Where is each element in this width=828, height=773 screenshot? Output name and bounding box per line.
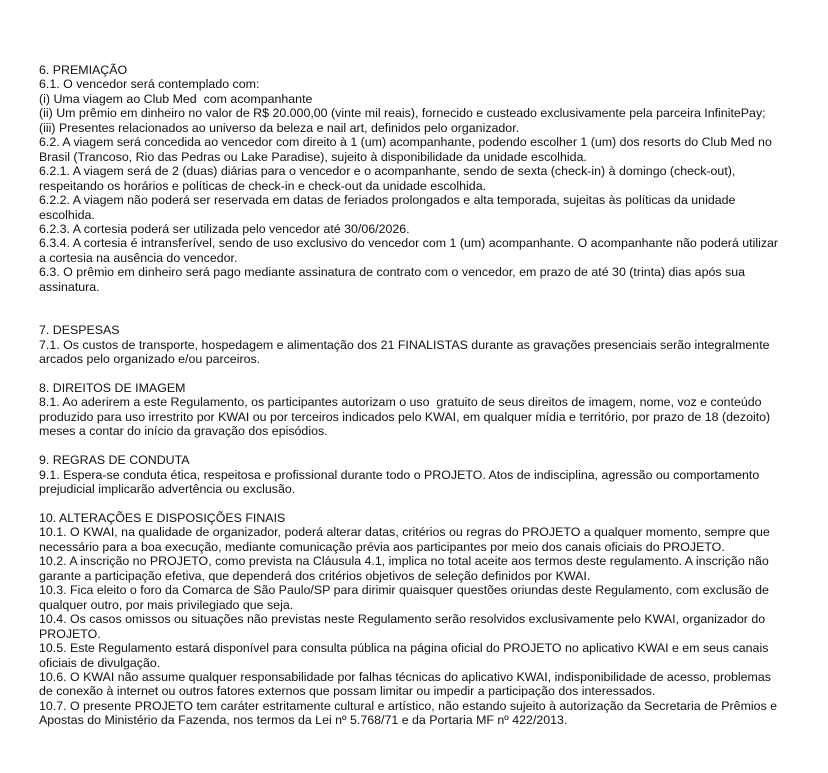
clause-line: 10.3. Fica eleito o foro da Comarca de São Paulo/SP para dirimir quaisquer questões oriundas deste Regulamento, com exclusão de [39, 583, 769, 598]
clause-line: PROJETO. [39, 626, 101, 641]
clause-line: garante a participação efetiva, que dependerá dos critérios objetivos de seleção definidos por KWAI. [39, 568, 591, 583]
section-heading: 10. ALTERAÇÕES E DISPOSIÇÕES FINAIS [39, 510, 286, 525]
clause-line: 6.1. O vencedor será contemplado com: [39, 77, 260, 92]
clause-line: respeitando os horários e políticas de check-in e check-out da unidade escolhida. [39, 178, 487, 193]
clause-line: 8.1. Ao aderirem a este Regulamento, os participantes autorizam o uso gratuito de seus direitos de imagem, nome, voz e conteúdo [39, 395, 762, 410]
clause-line: meses a contar do início da gravação dos episódios. [39, 424, 328, 439]
clause-line: 9.1. Espera-se conduta ética, respeitosa e profissional durante todo o PROJETO. Atos de indisciplina, agressão ou comportamento [39, 467, 760, 482]
section-regras-de-conduta [39, 453, 809, 496]
clause-line: 6.2. A viagem será concedida ao vencedor com direito à 1 (um) acompanhante, podendo escolher 1 (um) dos resorts do Club Med no [39, 135, 772, 150]
clause-line: (ii) Um prêmio em dinheiro no valor de R$ 20.000,00 (vinte mil reais), fornecido e custeado exclusivamente pela parceira InfinitePay; [39, 106, 766, 121]
spacer [39, 309, 809, 323]
clause-line: assinatura. [39, 279, 100, 294]
clause-line: 10.4. Os casos omissos ou situações não previstas neste Regulamento serão resolvidos exclusivamente pelo KWAI, organizador do [39, 612, 766, 627]
clause-line: 10.1. O KWAI, na qualidade de organizador, poderá alterar datas, critérios ou regras do PROJETO a qualquer momento, sempre que [39, 525, 770, 540]
section-despesas [39, 323, 809, 366]
spacer [39, 497, 809, 511]
spacer [39, 366, 809, 380]
clause-line: 7.1. Os custos de transporte, hospedagem e alimentação dos 21 FINALISTAS durante as gravações presenciais serão integralmente [39, 337, 770, 352]
clause-line: 10.7. O presente PROJETO tem caráter estritamente cultural e artístico, não estando sujeito à autorização da Secretaria de Prêmios e [39, 698, 778, 713]
clause-line: 10.6. O KWAI não assume qualquer responsabilidade por falhas técnicas do aplicativo KWAI, indisponibilidade de acesso, problemas [39, 669, 771, 684]
section-heading: 7. DESPESAS [39, 323, 120, 338]
spacer [39, 439, 809, 453]
clause-line: produzido para uso irrestrito por KWAI ou por terceiros indicados pelo KWAI, em qualquer mídia e território, por prazo de 18 (dezoito) [39, 409, 771, 424]
clause-line: 6.3. O prêmio em dinheiro será pago mediante assinatura de contrato com o vencedor, em prazo de até 30 (trinta) dias após sua [39, 265, 745, 280]
clause-line: oficiais de divulgação. [39, 655, 161, 670]
clause-line: qualquer outro, por mais privilegiado que seja. [39, 597, 294, 612]
clause-line: 6.2.3. A cortesia poderá ser utilizada pelo vencedor até 30/06/2026. [39, 221, 410, 236]
section-heading: 8. DIREITOS DE IMAGEM [39, 380, 186, 395]
clause-line: de conexão à internet ou outros fatores externos que possam limitar ou impedir a participação dos interessados. [39, 684, 656, 699]
clause-line: escolhida. [39, 207, 95, 222]
section-direitos-de-imagem [39, 381, 809, 439]
regulation-document [39, 63, 809, 728]
clause-line: (iii) Presentes relacionados ao universo da beleza e nail art, definidos pelo organizador. [39, 120, 520, 135]
clause-line: 6.3.4. A cortesia é intransferível, sendo de uso exclusivo do vencedor com 1 (um) acompanhante. O acompanhante não poderá utilizar [39, 236, 779, 251]
clause-line: Apostas do Ministério da Fazenda, nos termos da Lei nº 5.768/71 e da Portaria MF nº 422/2013. [39, 713, 568, 728]
clause-line: prejudicial implicarão advertência ou exclusão. [39, 482, 296, 497]
clause-line: a cortesia na ausência do vencedor. [39, 250, 238, 265]
spacer [39, 294, 809, 308]
section-premiacao [39, 63, 809, 294]
clause-line: Brasil (Trancoso, Rio das Pedras ou Lake Paradise), sujeito à disponibilidade da unidade escolhida. [39, 149, 587, 164]
clause-line: 10.2. A inscrição no PROJETO, como prevista na Cláusula 4.1, implica no total aceite aos termos deste regulamento. A inscrição não [39, 554, 769, 569]
clause-line: 10.5. Este Regulamento estará disponível para consulta pública na página oficial do PROJETO no aplicativo KWAI e em seus canais [39, 641, 769, 656]
clause-line: (i) Uma viagem ao Club Med com acompanhante [39, 91, 313, 106]
clause-line: arcados pelo organizado e/ou parceiros. [39, 352, 261, 367]
clause-line: 6.2.2. A viagem não poderá ser reservada em datas de feriados prolongados e alta temporada, sujeitas às políticas da unidade [39, 193, 736, 208]
section-alteracoes-e-disposicoes-finais [39, 511, 809, 728]
section-heading: 6. PREMIAÇÃO [39, 63, 128, 77]
clause-line: 6.2.1. A viagem será de 2 (duas) diárias para o vencedor e o acompanhante, sendo de sexta (check-in) à domingo (check-out), [39, 164, 736, 179]
clause-line: necessário para a boa execução, mediante comunicação prévia aos participantes por meio dos canais oficiais do PROJETO. [39, 539, 725, 554]
section-heading: 9. REGRAS DE CONDUTA [39, 453, 190, 468]
